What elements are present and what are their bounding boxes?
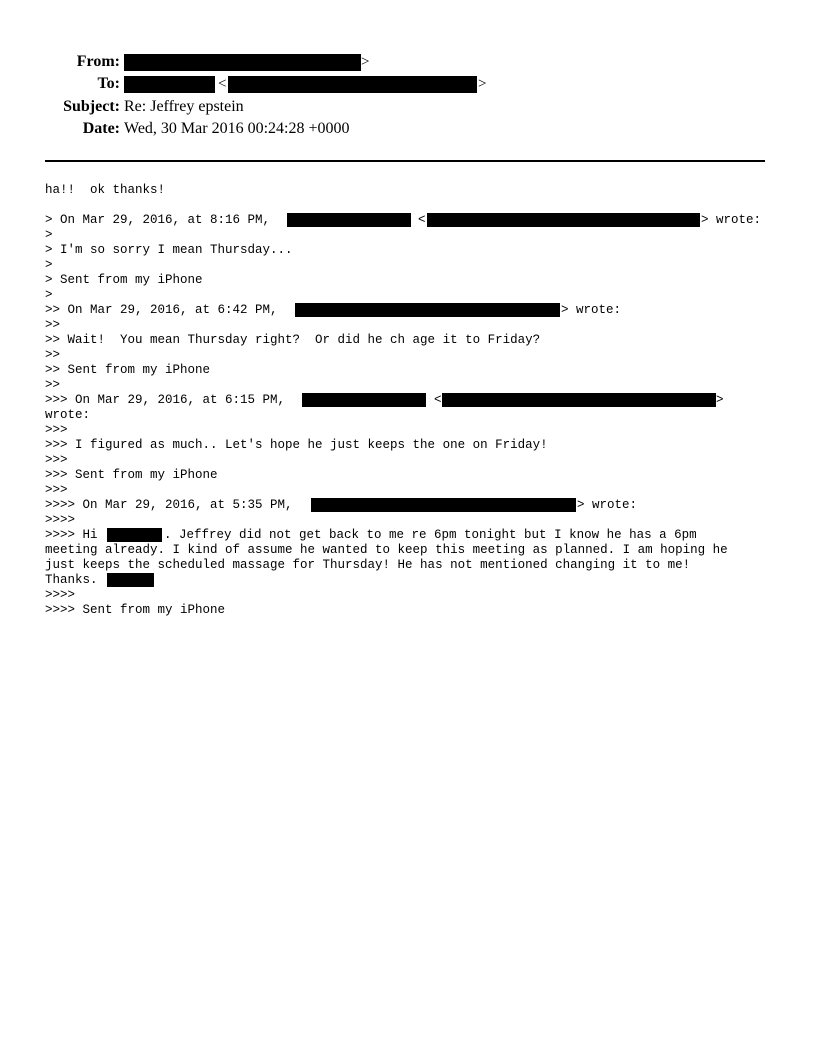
body-line: Thanks.	[45, 573, 98, 587]
redaction-name	[287, 213, 411, 227]
body-line: >	[45, 258, 53, 272]
redaction-to-name	[124, 76, 215, 93]
body-line: >> Wait! You mean Thursday right? Or did he ch age it to Friday?	[45, 333, 541, 347]
body-fragment: <	[418, 213, 426, 227]
body-line: >>>>	[45, 588, 76, 602]
header-date-row	[0, 119, 816, 139]
body-line: >	[45, 228, 53, 242]
body-line: >>>>	[45, 513, 76, 527]
body-line: >>>> On Mar 29, 2016, at 5:35 PM,	[45, 498, 293, 512]
header-divider	[45, 160, 765, 162]
to-gt: >	[478, 76, 487, 92]
date-value: Wed, 30 Mar 2016 00:24:28 +0000	[124, 120, 350, 137]
body-line: > On Mar 29, 2016, at 8:16 PM,	[45, 213, 271, 227]
body-fragment: . Jeffrey did not get back to me re 6pm tonight but I know he has a 6pm	[164, 528, 697, 542]
body-line: > Sent from my iPhone	[45, 273, 203, 287]
body-line: just keeps the scheduled massage for Thursday! He has not mentioned changing it to me!	[45, 558, 691, 572]
subject-label: Subject:	[63, 98, 120, 115]
body-line: >>>> Sent from my iPhone	[45, 603, 226, 617]
body-line: > I'm so sorry I mean Thursday...	[45, 243, 293, 257]
body-line: >>>	[45, 423, 68, 437]
body-line: >>> Sent from my iPhone	[45, 468, 218, 482]
body-line: ha!! ok thanks!	[45, 183, 166, 197]
body-line: >>	[45, 318, 61, 332]
date-label: Date:	[82, 120, 120, 137]
redaction-name	[302, 393, 426, 407]
redaction-sender	[295, 303, 560, 317]
body-fragment: > wrote:	[561, 303, 622, 317]
body-line: >>> On Mar 29, 2016, at 6:15 PM,	[45, 393, 286, 407]
body-line: meeting already. I kind of assume he wanted to keep this meeting as planned. I am hoping he	[45, 543, 728, 557]
redaction-from-address	[124, 54, 361, 71]
redaction-first-name	[107, 528, 162, 542]
header-from-row	[0, 52, 816, 72]
subject-value: Re: Jeffrey epstein	[124, 98, 244, 115]
body-line: >>>> Hi	[45, 528, 98, 542]
from-gt: >	[361, 54, 370, 70]
body-fragment: > wrote:	[701, 213, 762, 227]
body-line: >>> I figured as much.. Let's hope he just keeps the one on Friday!	[45, 438, 548, 452]
body-line: wrote:	[45, 408, 91, 422]
body-line: >> Sent from my iPhone	[45, 363, 211, 377]
body-fragment: > wrote:	[577, 498, 638, 512]
body-fragment: <	[434, 393, 442, 407]
redaction-signature	[107, 573, 154, 587]
body-line: >	[45, 288, 53, 302]
body-line: >>	[45, 378, 61, 392]
header-subject-row	[0, 97, 816, 117]
body-line: >>	[45, 348, 61, 362]
redaction-email	[427, 213, 700, 227]
redaction-sender	[311, 498, 576, 512]
body-line: >> On Mar 29, 2016, at 6:42 PM,	[45, 303, 278, 317]
body-line: >>>	[45, 453, 68, 467]
to-lt: <	[218, 76, 227, 92]
redaction-email	[442, 393, 716, 407]
body-fragment: >	[716, 393, 724, 407]
body-line: >>>	[45, 483, 68, 497]
to-label: To:	[97, 75, 120, 92]
from-label: From:	[76, 53, 120, 70]
redaction-to-address	[228, 76, 477, 93]
